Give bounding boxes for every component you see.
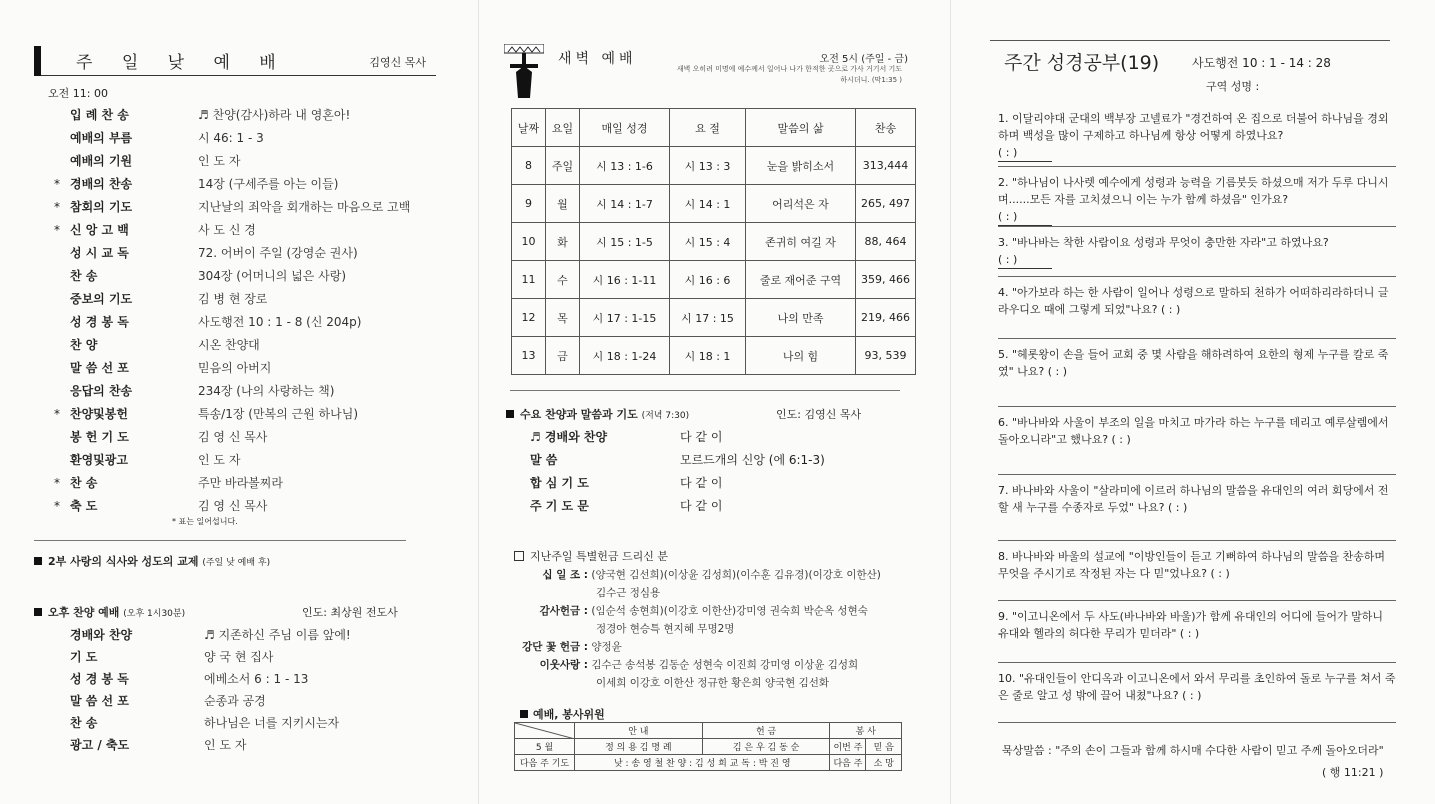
- order-value: 모르드개의 신앙 (에 6:1-3): [680, 453, 825, 467]
- order-value: 주만 바라볼찌라: [198, 476, 283, 490]
- order-row: [54, 196, 444, 219]
- study-question: [998, 174, 1396, 226]
- order-label: 환영및광고: [70, 453, 128, 467]
- morning-title: 주 일 낮 예 배: [76, 53, 288, 73]
- schedule-cell: 눈을 밝히소서: [746, 147, 856, 185]
- memory-verse-ref: ( 행 11:21 ): [1322, 766, 1384, 779]
- offering-row: [522, 656, 914, 674]
- order-value: 순종과 공경: [204, 694, 266, 708]
- afternoon-sub: (오후 1시30분): [123, 609, 186, 619]
- offering-row: [522, 602, 914, 620]
- order-label: 응답의 찬송: [70, 384, 133, 398]
- schedule-cell: 줄로 재어준 구역: [746, 261, 856, 299]
- dawn-title: 새벽 예배: [558, 51, 637, 67]
- offerings-heading: [514, 548, 914, 566]
- order-label: 말 씀: [530, 453, 558, 467]
- order-label: 말 씀 선 포: [70, 361, 129, 375]
- schedule-cell: 시 13 : 1-6: [580, 147, 670, 185]
- afternoon-leader: 인도: 최상원 전도사: [302, 606, 398, 619]
- study-question: [998, 482, 1396, 516]
- order-label: 찬 송: [70, 716, 98, 730]
- offering-names: (양국현 김선희)(이상윤 김성희)(이수훈 김유경)(이강호 이한산): [591, 569, 881, 581]
- afternoon-heading: [34, 604, 185, 620]
- question-divider: [998, 722, 1396, 723]
- service-month-row: [515, 739, 902, 755]
- order-label: 중보의 기도: [70, 292, 133, 306]
- order-label: 기 도: [70, 650, 98, 664]
- offering-names: 정경아 현승특 현지혜 무명2명: [596, 623, 735, 635]
- order-label: 성 경 봉 독: [70, 315, 129, 329]
- order-label: 참회의 기도: [70, 200, 133, 214]
- schedule-cell: 나의 만족: [746, 299, 856, 337]
- order-label: 성 시 교 독: [70, 246, 129, 260]
- question-text: 9. "이고니온에서 두 사도(바나바와 바울)가 함께 유대인의 어디에 들어가 말하니 유대와 헬라의 허다한 무리가 믿더라" ( : ): [998, 610, 1384, 640]
- morning-order: [54, 104, 444, 518]
- order-row: [54, 173, 444, 196]
- order-value: 에베소서 6 : 1 - 13: [204, 672, 309, 686]
- offering-row: [522, 638, 914, 656]
- order-value: 김 병 현 장로: [198, 292, 268, 306]
- study-question: [998, 414, 1396, 448]
- question-divider: [998, 166, 1396, 167]
- order-value: 특송/1장 (만복의 근원 하나님): [198, 407, 358, 421]
- order-row: [54, 311, 444, 334]
- bullet-square-icon: [520, 710, 528, 718]
- order-label: 광고 / 축도: [70, 738, 130, 752]
- order-value: 다 같 이: [680, 499, 723, 513]
- offering-names: 양정윤: [591, 641, 622, 653]
- schedule-cell: 시 14 : 1-7: [580, 185, 670, 223]
- standing-note: * 표는 일어섭니다.: [172, 517, 238, 526]
- order-value: 김 영 신 목사: [198, 430, 268, 444]
- order-row: [54, 265, 444, 288]
- question-text: 4. "아가보라 하는 한 사람이 일어나 성령으로 말하되 천하가 어떠하리라하더니 글라우디오 때에 그렇게 되었"나요? ( : ): [998, 286, 1389, 316]
- order-value: 하나님은 너를 지키시는자: [204, 716, 340, 730]
- schedule-cell: 시 18 : 1: [670, 337, 746, 375]
- order-row: [54, 472, 444, 495]
- offering-label: 감사헌금 :: [539, 605, 588, 617]
- guide-cell: 정 의 용 김 명 례: [575, 739, 703, 755]
- study-question: [998, 608, 1396, 642]
- study-question: [998, 548, 1396, 582]
- afternoon-title: 오후 찬양 예배: [48, 606, 120, 619]
- order-label: 찬 송: [70, 476, 98, 490]
- afternoon-order: [70, 624, 440, 756]
- order-row: [54, 288, 444, 311]
- schedule-cell: 나의 힘: [746, 337, 856, 375]
- memory-verse: 묵상말씀 : "주의 손이 그들과 함께 하시매 수다한 사람이 믿고 주께 돌아오더라": [1002, 744, 1384, 757]
- order-row: [70, 646, 440, 668]
- bullet-square-icon: [34, 557, 42, 565]
- top-rule: [990, 40, 1390, 41]
- schedule-cell: 265, 497: [856, 185, 916, 223]
- wednesday-order: [530, 426, 890, 518]
- schedule-cell: 존귀히 여길 자: [746, 223, 856, 261]
- order-row: [70, 668, 440, 690]
- question-divider: [998, 540, 1396, 541]
- standing-mark: *: [54, 223, 60, 237]
- this-serve-cell: 믿 음: [866, 739, 902, 755]
- morning-worship-column: [0, 0, 470, 804]
- header-offering: 헌 금: [702, 723, 830, 739]
- order-row: [54, 403, 444, 426]
- order-value: 김 영 신 목사: [198, 499, 268, 513]
- next-serve-cell: 소 망: [866, 755, 902, 771]
- order-value: ♬ 지존하신 주님 이름 앞에!: [204, 628, 351, 642]
- wednesday-leader: 인도: 김영신 목사: [776, 408, 862, 421]
- service-table: [514, 722, 902, 771]
- offering-label: 십 일 조 :: [542, 569, 588, 581]
- schedule-cell: 시 16 : 1-11: [580, 261, 670, 299]
- dawn-verse: 새벽 오히려 미명에 예수께서 일어나 나가 한적한 곳으로 가사 거기서 기도 하시더니. (막1:35 ): [676, 65, 902, 84]
- question-text: 3. "바나바는 착한 사람이요 성령과 무엇이 충만한 자라"고 하였나요?: [998, 236, 1329, 249]
- offering-names: 김수근 정심용: [596, 587, 661, 599]
- order-row: [54, 104, 444, 127]
- question-divider: [998, 338, 1396, 339]
- order-row: [530, 495, 890, 518]
- schedule-cell: 어리석은 자: [746, 185, 856, 223]
- part2-heading: [34, 553, 270, 569]
- order-row: [530, 449, 890, 472]
- order-label: ♬ 경배와 찬양: [530, 430, 608, 444]
- study-question: [998, 110, 1396, 162]
- schedule-cell: 주일: [546, 147, 580, 185]
- answer-blank[interactable]: ( : ): [998, 144, 1052, 162]
- order-value: 72. 어버이 주일 (강영순 권사): [198, 246, 358, 260]
- schedule-cell: 화: [546, 223, 580, 261]
- schedule-cell: 219, 466: [856, 299, 916, 337]
- schedule-cell: 359, 466: [856, 261, 916, 299]
- schedule-row: [512, 185, 916, 223]
- order-row: [54, 150, 444, 173]
- order-label: 입 례 찬 송: [70, 108, 129, 122]
- study-question: [998, 346, 1396, 380]
- schedule-header-cell: 요 절: [670, 109, 746, 147]
- schedule-cell: 시 18 : 1-24: [580, 337, 670, 375]
- order-label: 축 도: [70, 499, 98, 513]
- this-week-cell: 이번 주: [830, 739, 866, 755]
- schedule-cell: 10: [512, 223, 546, 261]
- schedule-row: [512, 147, 916, 185]
- month-cell: 5 월: [515, 739, 575, 755]
- order-label: 경배와 찬양: [70, 628, 133, 642]
- schedule-cell: 시 17 : 15: [670, 299, 746, 337]
- standing-mark: *: [54, 476, 60, 490]
- answer-blank[interactable]: ( : ): [998, 251, 1052, 269]
- service-heading: [520, 706, 605, 722]
- question-divider: [998, 600, 1396, 601]
- schedule-cell: 13: [512, 337, 546, 375]
- order-value: 304장 (어머니의 넓은 사랑): [198, 269, 347, 283]
- question-divider: [998, 662, 1396, 663]
- offering-cell: 김 은 우 김 동 순: [702, 739, 830, 755]
- schedule-row: [512, 299, 916, 337]
- order-label: 예배의 부름: [70, 131, 133, 145]
- order-row: [530, 472, 890, 495]
- schedule-cell: 313,444: [856, 147, 916, 185]
- schedule-cell: 시 13 : 3: [670, 147, 746, 185]
- wednesday-heading: [506, 406, 689, 422]
- order-row: [54, 426, 444, 449]
- offering-row: [522, 566, 914, 584]
- special-offerings: [514, 548, 914, 692]
- order-value: 인 도 자: [198, 154, 241, 168]
- schedule-cell: 11: [512, 261, 546, 299]
- standing-mark: *: [54, 499, 60, 513]
- order-row: [530, 426, 890, 449]
- schedule-row: [512, 223, 916, 261]
- question-divider: [998, 474, 1396, 475]
- bullet-square-icon: [34, 608, 42, 616]
- schedule-body: [512, 147, 916, 375]
- divider: [34, 540, 406, 541]
- order-label: 찬양및봉헌: [70, 407, 128, 421]
- schedule-row: [512, 261, 916, 299]
- order-value: 인 도 자: [198, 453, 241, 467]
- morning-pastor: 김영신 목사: [369, 56, 426, 69]
- offering-names: 김수근 송석봉 김동순 성현숙 이진희 강미영 이상윤 김성희: [591, 659, 859, 671]
- schedule-cell: 시 14 : 1: [670, 185, 746, 223]
- part2-sub: (주일 낮 예배 후): [202, 558, 271, 568]
- wednesday-sub: (저녁 7:30): [641, 411, 690, 421]
- question-text: 1. 이달리야대 군대의 백부장 고넬료가 "경건하여 온 집으로 더불어 하나님을 경외하며 백성을 많이 구제하고 하나님께 항상 어떻게 하였나요?: [998, 112, 1389, 142]
- question-text: 5. "헤롯왕이 손을 들어 교회 중 몇 사람을 해하려하여 요한의 형제 누구를 칼로 죽였" 나요? ( : ): [998, 348, 1389, 378]
- order-row: [70, 624, 440, 646]
- order-value: 다 같 이: [680, 476, 723, 490]
- order-value: 양 국 현 집사: [204, 650, 274, 664]
- wednesday-title: 수요 찬양과 말씀과 기도: [520, 408, 638, 421]
- part2-title: 2부 사랑의 식사와 성도의 교제: [48, 555, 199, 568]
- question-text: 8. 바나바와 바울의 설교에 "이방인들이 듣고 기뻐하여 하나님의 말씀을 찬송하며 무엇을 주시기로 작정된 자는 다 믿"었나요? ( : ): [998, 550, 1386, 580]
- question-text: 2. "하나님이 나사렛 예수에게 성령과 능력을 기름붓듯 하셨으매 저가 두루 다니시며......모든 자를 고치셨으니 이는 누가 함께 하셨음" 인가요?: [998, 176, 1389, 206]
- order-label: 주 기 도 문: [530, 499, 589, 513]
- schedule-header-cell: 날짜: [512, 109, 546, 147]
- schedule-header-cell: 찬송: [856, 109, 916, 147]
- checkbox-square-icon: [514, 551, 524, 561]
- schedule-cell: 시 15 : 4: [670, 223, 746, 261]
- study-question: [998, 234, 1396, 269]
- divider: [510, 390, 900, 391]
- offerings-title: 지난주일 특별헌금 드리신 분: [530, 550, 669, 563]
- dawn-column: [490, 0, 920, 804]
- next-week-cell: 다음 주: [830, 755, 866, 771]
- order-value: 234장 (나의 사랑하는 책): [198, 384, 335, 398]
- order-row: [54, 127, 444, 150]
- schedule-header-cell: 말씀의 삶: [746, 109, 856, 147]
- question-divider: [998, 406, 1396, 407]
- order-row: [54, 242, 444, 265]
- order-row: [70, 690, 440, 712]
- morning-time: 오전 11: 00: [48, 87, 108, 100]
- order-value: 믿음의 아버지: [198, 361, 272, 375]
- next-label-cell: 다음 주 기도: [515, 755, 575, 771]
- study-reference: 사도행전 10 : 1 - 14 : 28: [1192, 56, 1331, 70]
- schedule-cell: 금: [546, 337, 580, 375]
- study-question: [998, 284, 1396, 318]
- order-row: [54, 357, 444, 380]
- schedule-cell: 12: [512, 299, 546, 337]
- schedule-header-cell: 매일 성경: [580, 109, 670, 147]
- study-title: 주간 성경공부(19): [1004, 52, 1160, 74]
- bullet-square-icon: [506, 410, 514, 418]
- order-row: [70, 712, 440, 734]
- order-row: [54, 380, 444, 403]
- schedule-cell: 시 16 : 6: [670, 261, 746, 299]
- order-label: 신 앙 고 백: [70, 223, 129, 237]
- order-row: [70, 734, 440, 756]
- schedule-cell: 시 15 : 1-5: [580, 223, 670, 261]
- question-divider: [998, 226, 1396, 227]
- order-label: 예배의 기원: [70, 154, 133, 168]
- service-title: 예배, 봉사위원: [533, 708, 605, 721]
- dawn-time: 오전 5시 (주일 - 금): [819, 54, 908, 65]
- service-next-row: [515, 755, 902, 771]
- order-row: [54, 334, 444, 357]
- schedule-cell: 월: [546, 185, 580, 223]
- order-label: 찬 송: [70, 269, 98, 283]
- schedule-cell: 93, 539: [856, 337, 916, 375]
- schedule-cell: 시 17 : 1-15: [580, 299, 670, 337]
- diagonal-cell: [515, 723, 575, 739]
- schedule-cell: 수: [546, 261, 580, 299]
- schedule-header-row: [512, 109, 916, 147]
- schedule-cell: 목: [546, 299, 580, 337]
- order-label: 성 경 봉 독: [70, 672, 129, 686]
- service-header-row: [515, 723, 902, 739]
- offering-label: 이웃사랑 :: [539, 659, 588, 671]
- schedule-row: [512, 337, 916, 375]
- order-value: 시 46: 1 - 3: [198, 131, 264, 145]
- next-detail-cell: 낮 : 송 영 철 찬 양 : 김 성 희 교 독 : 박 진 영: [575, 755, 830, 771]
- order-value: ♬ 찬양(감사)하라 내 영혼아!: [198, 108, 351, 122]
- header-serve: 봉 사: [830, 723, 902, 739]
- praying-cross-icon: [504, 44, 544, 100]
- question-text: 10. "유대인들이 안디옥과 이고니온에서 와서 무리를 초인하여 돌로 누구를 쳐서 죽은 줄로 알고 성 밖에 끌어 내쳤"나요? ( : ): [998, 672, 1396, 702]
- order-label: 찬 양: [70, 338, 98, 352]
- bible-study-column: [970, 0, 1435, 804]
- offering-rows: [514, 566, 914, 692]
- order-value: 사 도 신 경: [198, 223, 256, 237]
- schedule-cell: 8: [512, 147, 546, 185]
- order-label: 합 심 기 도: [530, 476, 589, 490]
- study-group-field: 구역 성명 :: [1206, 80, 1260, 93]
- question-divider: [998, 276, 1396, 277]
- schedule-cell: 88, 464: [856, 223, 916, 261]
- order-row: [54, 219, 444, 242]
- question-text: 6. "바나바와 사울이 부조의 일을 마치고 마가라 하는 누구를 데리고 예루살렘에서 돌아오니라"고 했나요? ( : ): [998, 416, 1389, 446]
- order-label: 경배의 찬송: [70, 177, 133, 191]
- dawn-schedule-table: [511, 108, 916, 375]
- order-value: 다 같 이: [680, 430, 723, 444]
- morning-header: [34, 42, 436, 76]
- order-label: 말 씀 선 포: [70, 694, 129, 708]
- order-row: [54, 449, 444, 472]
- order-value: 사도행전 10 : 1 - 8 (신 204p): [198, 315, 362, 329]
- standing-mark: *: [54, 200, 60, 214]
- order-value: 지난날의 죄악을 회개하는 마음으로 고백: [198, 200, 411, 214]
- header-bar: [34, 46, 41, 76]
- offering-label: 강단 꽃 헌금 :: [522, 641, 588, 653]
- standing-mark: *: [54, 407, 60, 421]
- answer-blank[interactable]: ( : ): [998, 208, 1052, 226]
- offering-names: 이세희 이강호 이한산 정규한 황은희 양국현 김선화: [596, 677, 830, 689]
- offering-names: (임순석 송현희)(이강호 이한산)강미영 권숙희 박순옥 성현숙: [591, 605, 868, 617]
- order-value: 시온 찬양대: [198, 338, 260, 352]
- order-value: 인 도 자: [204, 738, 247, 752]
- header-guide: 안 내: [575, 723, 703, 739]
- study-question: [998, 670, 1396, 704]
- schedule-cell: 9: [512, 185, 546, 223]
- diagonal-line-icon: [515, 723, 575, 739]
- order-value: 14장 (구세주를 아는 이들): [198, 177, 339, 191]
- order-label: 봉 헌 기 도: [70, 430, 129, 444]
- order-row: [54, 495, 444, 518]
- schedule-header-cell: 요일: [546, 109, 580, 147]
- standing-mark: *: [54, 177, 60, 191]
- question-text: 7. 바나바와 사울이 "살라미에 이르러 하나님의 말씀을 유대인의 여러 회당에서 전할 새 누구를 수종자로 두었" 나요? ( : ): [998, 484, 1389, 514]
